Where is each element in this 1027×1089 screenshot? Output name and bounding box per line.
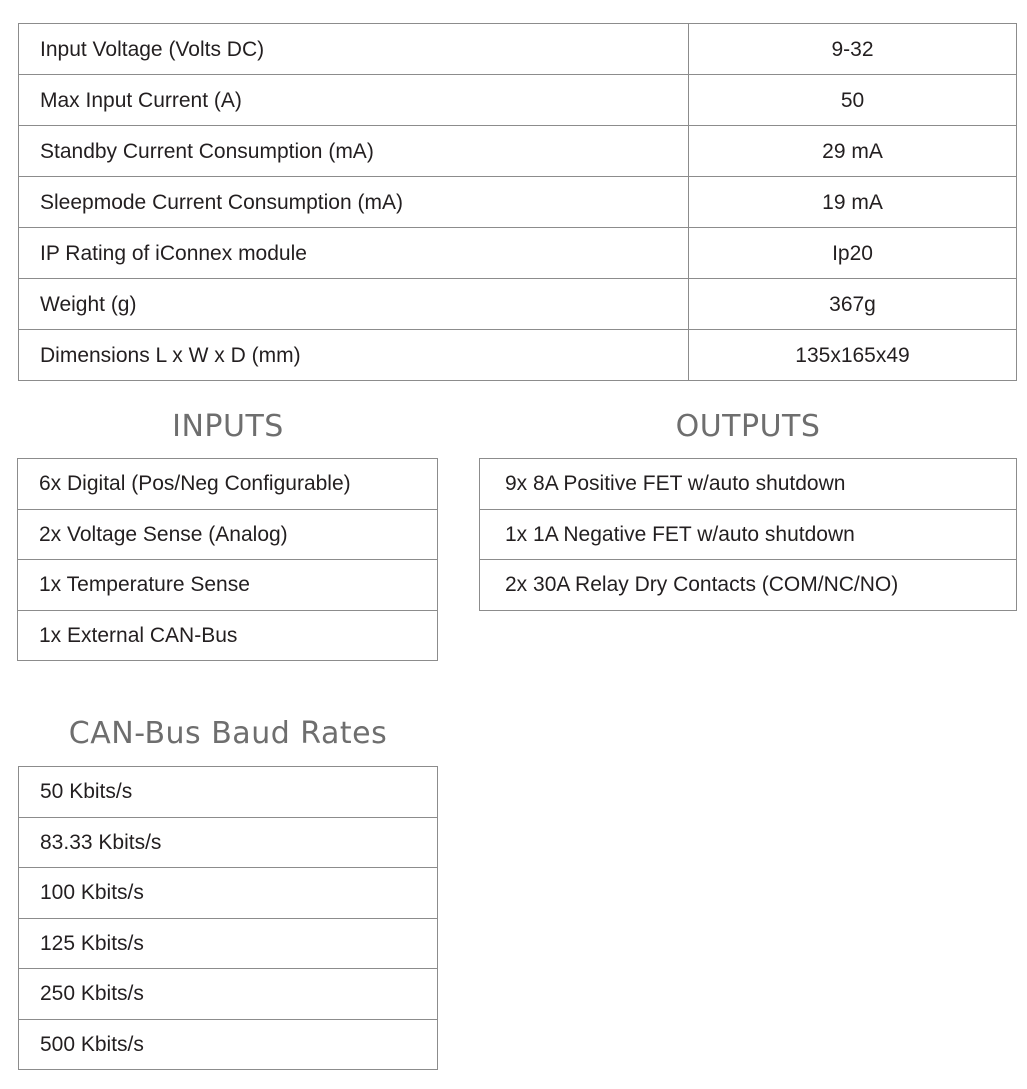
- table-row: [18, 610, 438, 661]
- baud-rates-table: [18, 766, 438, 1070]
- spec-value: 29 mA: [689, 126, 1017, 177]
- baud-rate-item: 250 Kbits/s: [19, 969, 438, 1020]
- input-item: 6x Digital (Pos/Neg Configurable): [18, 459, 438, 510]
- spec-value: 9-32: [689, 24, 1017, 75]
- baud-rate-item: 500 Kbits/s: [19, 1019, 438, 1070]
- spec-label: Dimensions L x W x D (mm): [19, 330, 689, 381]
- spec-value: Ip20: [689, 228, 1017, 279]
- input-item: 2x Voltage Sense (Analog): [18, 509, 438, 560]
- table-row: [480, 509, 1017, 560]
- spec-label: Input Voltage (Volts DC): [19, 24, 689, 75]
- baud-rates-heading: CAN-Bus Baud Rates: [68, 716, 388, 751]
- spec-value: 135x165x49: [689, 330, 1017, 381]
- output-item: 2x 30A Relay Dry Contacts (COM/NC/NO): [480, 560, 1017, 611]
- outputs-heading: OUTPUTS: [675, 409, 821, 444]
- table-row: [480, 560, 1017, 611]
- table-row: [19, 24, 1017, 75]
- table-row: [19, 767, 438, 818]
- spec-value: 19 mA: [689, 177, 1017, 228]
- spec-label: Max Input Current (A): [19, 75, 689, 126]
- table-row: [19, 817, 438, 868]
- baud-rate-item: 83.33 Kbits/s: [19, 817, 438, 868]
- spec-label: IP Rating of iConnex module: [19, 228, 689, 279]
- specifications-table: [18, 23, 1017, 381]
- inputs-table: [17, 458, 438, 661]
- output-item: 9x 8A Positive FET w/auto shutdown: [480, 459, 1017, 510]
- table-row: [19, 1019, 438, 1070]
- table-row: [19, 75, 1017, 126]
- spec-value: 50: [689, 75, 1017, 126]
- table-row: [480, 459, 1017, 510]
- table-row: [18, 560, 438, 611]
- table-row: [19, 330, 1017, 381]
- table-row: [19, 918, 438, 969]
- spec-label: Standby Current Consumption (mA): [19, 126, 689, 177]
- table-row: [19, 868, 438, 919]
- baud-rate-item: 50 Kbits/s: [19, 767, 438, 818]
- baud-rate-item: 125 Kbits/s: [19, 918, 438, 969]
- baud-rate-item: 100 Kbits/s: [19, 868, 438, 919]
- spec-label: Sleepmode Current Consumption (mA): [19, 177, 689, 228]
- input-item: 1x External CAN-Bus: [18, 610, 438, 661]
- output-item: 1x 1A Negative FET w/auto shutdown: [480, 509, 1017, 560]
- outputs-table: [479, 458, 1017, 611]
- table-row: [18, 509, 438, 560]
- table-row: [19, 969, 438, 1020]
- table-row: [19, 228, 1017, 279]
- spec-label: Weight (g): [19, 279, 689, 330]
- table-row: [18, 459, 438, 510]
- spec-value: 367g: [689, 279, 1017, 330]
- table-row: [19, 177, 1017, 228]
- table-row: [19, 126, 1017, 177]
- input-item: 1x Temperature Sense: [18, 560, 438, 611]
- inputs-heading: INPUTS: [172, 409, 284, 444]
- table-row: [19, 279, 1017, 330]
